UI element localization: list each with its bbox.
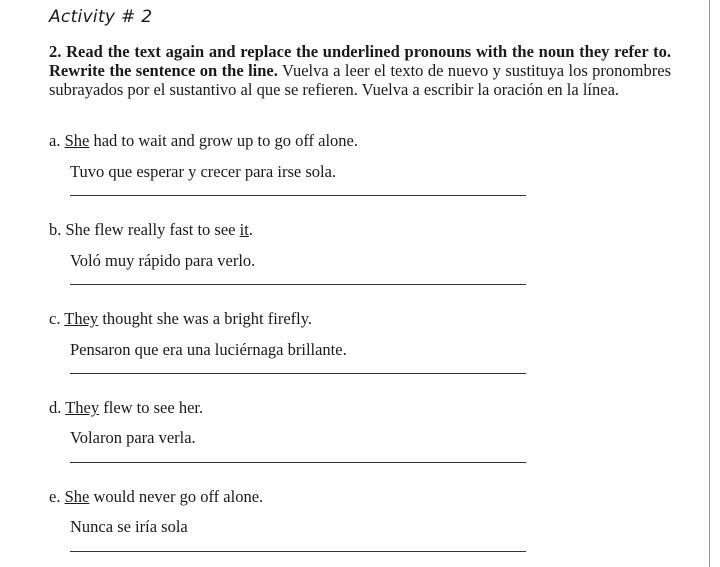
item-letter: b. xyxy=(49,220,62,239)
item-letter: e. xyxy=(49,487,61,506)
question-sentence xyxy=(49,131,649,151)
answer-text: Nunca se iría sola xyxy=(70,517,188,536)
item-letter: c. xyxy=(49,309,61,328)
instructions-english: Read the text again and replace the underlined pronouns with the noun they refer to. Rewrite the sentence on the line. xyxy=(49,42,672,80)
exercise-item-e xyxy=(49,487,649,536)
sentence-after: flew to see her. xyxy=(99,398,204,417)
answer-line[interactable] xyxy=(70,195,526,196)
answer-text: Voló muy rápido para verlo. xyxy=(70,251,256,270)
instructions-spanish: Vuelva a leer el texto de nuevo y sustituya los pronombres subrayados por el sustantivo al que se refieren. Vuelva a escribir la oración en la línea. xyxy=(49,61,672,99)
sentence-after: . xyxy=(248,220,253,239)
underlined-pronoun: it xyxy=(239,220,249,239)
question-sentence xyxy=(49,487,649,507)
exercise-item-a xyxy=(49,131,649,181)
question-sentence xyxy=(49,309,649,329)
answer-line[interactable] xyxy=(70,462,526,463)
question-sentence xyxy=(49,398,649,418)
underlined-pronoun: They xyxy=(64,309,99,328)
page-border xyxy=(709,0,710,567)
sentence-before: She flew really fast to see xyxy=(65,220,240,239)
answer-line[interactable] xyxy=(70,373,526,374)
exercise-item-b xyxy=(49,220,649,270)
exercise-item-d xyxy=(49,398,649,447)
answer-text: Tuvo que esperar y crecer para irse sola. xyxy=(70,162,337,181)
activity-heading: Activity # 2 xyxy=(49,7,153,27)
underlined-pronoun: They xyxy=(65,398,100,417)
sentence-after: would never go off alone. xyxy=(89,487,264,506)
sentence-after: had to wait and grow up to go off alone. xyxy=(89,131,359,150)
instructions xyxy=(49,42,671,99)
exercise-item-c xyxy=(49,309,649,359)
item-letter: a. xyxy=(49,131,61,150)
item-letter: d. xyxy=(49,398,62,417)
question-sentence xyxy=(49,220,649,240)
answer-text: Volaron para verla. xyxy=(70,428,196,447)
answer-line[interactable] xyxy=(70,551,526,552)
answer-line[interactable] xyxy=(70,284,526,285)
underlined-pronoun: She xyxy=(64,131,90,150)
sentence-after: thought she was a bright firefly. xyxy=(98,309,313,328)
instructions-number: 2. xyxy=(49,42,62,61)
underlined-pronoun: She xyxy=(64,487,90,506)
answer-text: Pensaron que era una luciérnaga brillante. xyxy=(70,340,347,359)
